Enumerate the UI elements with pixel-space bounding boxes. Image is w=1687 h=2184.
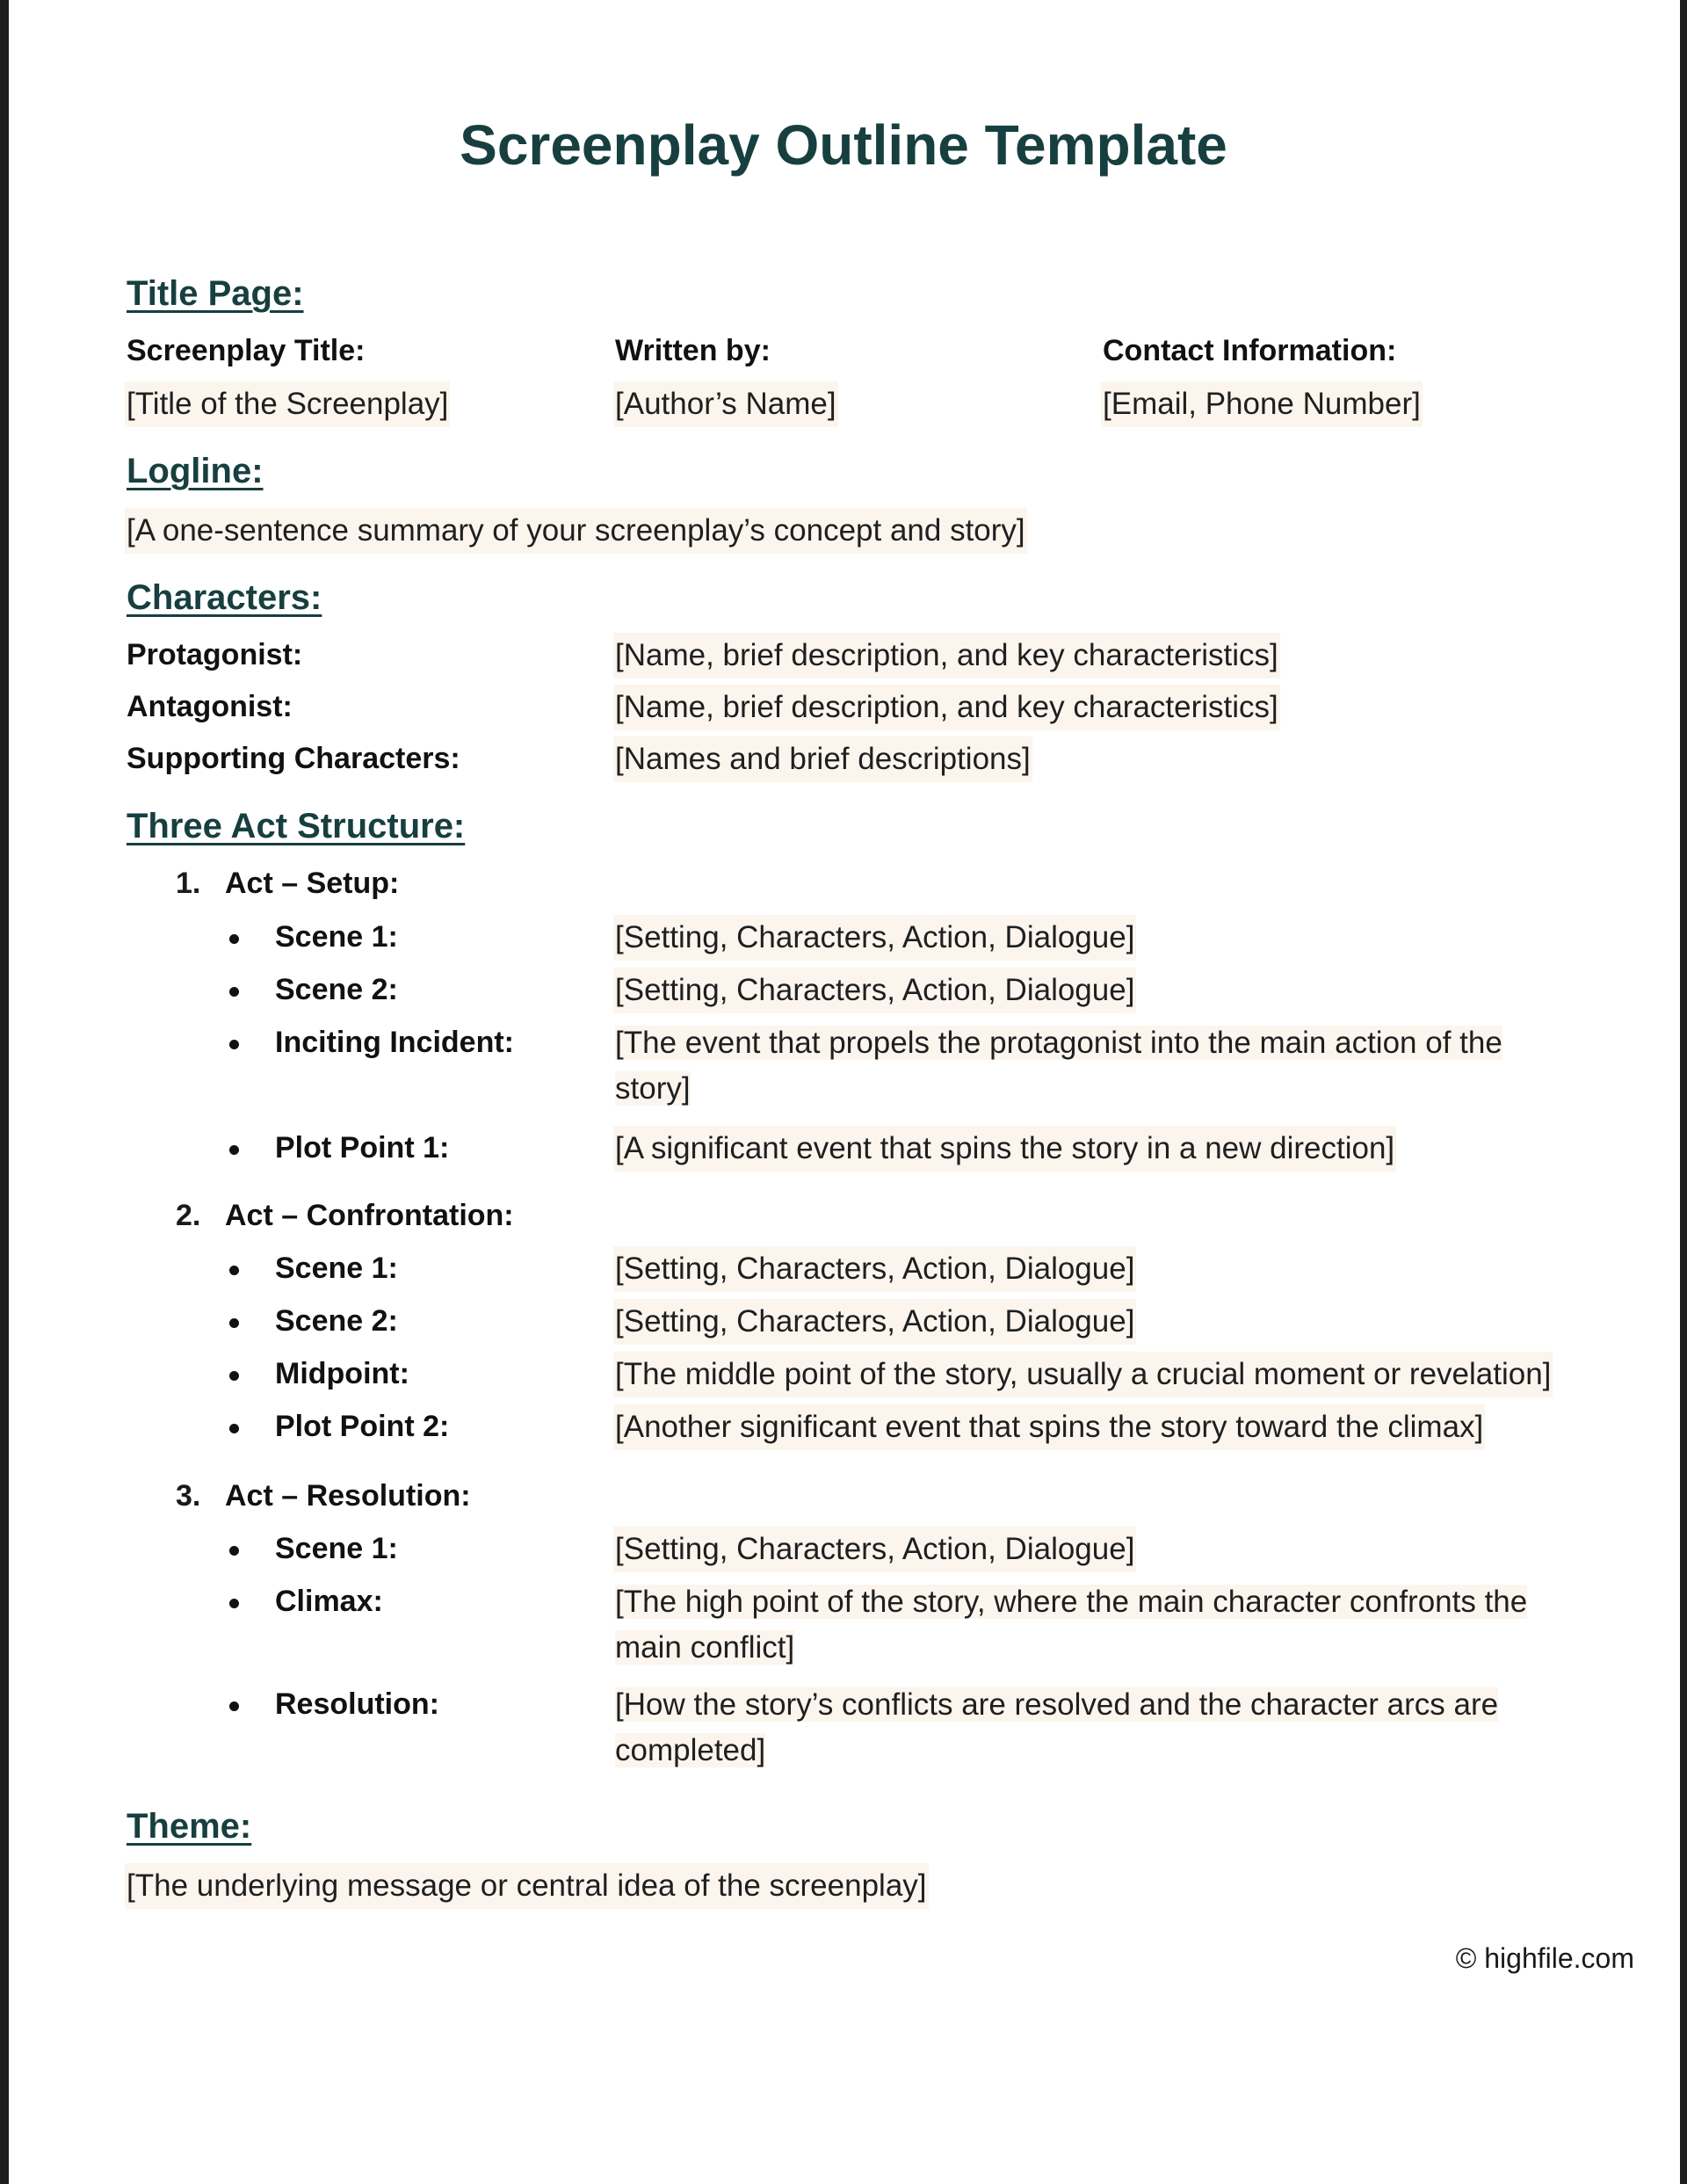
plot-point-2-field[interactable]: [Another significant event that spins the story toward the climax] [613, 1404, 1485, 1450]
act-1-scene-2-label: Scene 2: [275, 973, 398, 1006]
logline-field[interactable]: [A one-sentence summary of your screenplay’s concept and story] [125, 508, 1027, 554]
protagonist-field[interactable]: [Name, brief description, and key characteristics] [613, 633, 1280, 678]
bullet-icon [229, 1040, 239, 1049]
act-2-label: Act – Confrontation: [225, 1199, 514, 1232]
act-2-number: 2. [176, 1199, 201, 1232]
screenplay-title-field[interactable]: [Title of the Screenplay] [125, 381, 450, 427]
contact-info-label: Contact Information: [1103, 334, 1397, 367]
theme-heading: Theme: [127, 1807, 252, 1846]
inciting-incident-field[interactable] [613, 1020, 1539, 1112]
antagonist-label: Antagonist: [127, 690, 293, 723]
written-by-label: Written by: [615, 334, 771, 367]
page-edge-left [0, 0, 9, 2184]
midpoint-field[interactable]: [The middle point of the story, usually a crucial moment or revelation] [613, 1352, 1553, 1397]
climax-field[interactable] [613, 1579, 1539, 1671]
bullet-icon [229, 1599, 239, 1608]
footer-copyright: © highfile.com [1455, 1942, 1634, 1974]
inciting-incident-text: [The event that propels the protagonist into the main action of the story] [615, 1026, 1502, 1106]
plot-point-2-label: Plot Point 2: [275, 1410, 450, 1443]
bullet-icon [229, 1424, 239, 1433]
plot-point-1-label: Plot Point 1: [275, 1131, 450, 1165]
bullet-icon [229, 1546, 239, 1556]
resolution-text: [How the story’s conflicts are resolved and the character arcs are completed] [615, 1687, 1499, 1767]
act-1-label: Act – Setup: [225, 867, 400, 900]
act-3-label: Act – Resolution: [225, 1479, 471, 1513]
page-edge-right [1680, 0, 1687, 2184]
plot-point-1-field[interactable]: [A significant event that spins the story in a new direction] [613, 1126, 1396, 1172]
bullet-icon [229, 1371, 239, 1381]
bullet-icon [229, 1701, 239, 1711]
inciting-incident-label: Inciting Incident: [275, 1026, 514, 1059]
supporting-characters-label: Supporting Characters: [127, 742, 460, 775]
act-1-scene-1-field[interactable]: [Setting, Characters, Action, Dialogue] [613, 915, 1136, 961]
act-3-number: 3. [176, 1479, 201, 1513]
act-3-scene-1-field[interactable]: [Setting, Characters, Action, Dialogue] [613, 1527, 1136, 1572]
climax-label: Climax: [275, 1585, 383, 1618]
act-2-scene-2-field[interactable]: [Setting, Characters, Action, Dialogue] [613, 1299, 1136, 1345]
logline-heading: Logline: [127, 452, 264, 490]
act-3-scene-1-label: Scene 1: [275, 1532, 398, 1565]
act-2-scene-1-label: Scene 1: [275, 1252, 398, 1285]
resolution-label: Resolution: [275, 1687, 439, 1721]
act-2-scene-2-label: Scene 2: [275, 1304, 398, 1338]
supporting-characters-field[interactable]: [Names and brief descriptions] [613, 736, 1032, 782]
contact-info-field[interactable]: [Email, Phone Number] [1101, 381, 1423, 427]
bullet-icon [229, 1266, 239, 1275]
screenplay-title-label: Screenplay Title: [127, 334, 366, 367]
bullet-icon [229, 934, 239, 944]
theme-field[interactable]: [The underlying message or central idea of the screenplay] [125, 1863, 929, 1909]
resolution-field[interactable] [613, 1682, 1539, 1774]
bullet-icon [229, 1145, 239, 1155]
characters-heading: Characters: [127, 578, 322, 617]
three-act-structure-heading: Three Act Structure: [127, 807, 466, 845]
act-1-scene-2-field[interactable]: [Setting, Characters, Action, Dialogue] [613, 968, 1136, 1013]
document-title: Screenplay Outline Template [460, 113, 1227, 177]
author-name-field[interactable]: [Author’s Name] [613, 381, 838, 427]
bullet-icon [229, 987, 239, 997]
antagonist-field[interactable]: [Name, brief description, and key characteristics] [613, 685, 1280, 730]
act-1-number: 1. [176, 867, 201, 900]
climax-text: [The high point of the story, where the main character confronts the main conflict] [615, 1585, 1528, 1665]
act-2-scene-1-field[interactable]: [Setting, Characters, Action, Dialogue] [613, 1246, 1136, 1292]
title-page-heading: Title Page: [127, 274, 304, 313]
act-1-scene-1-label: Scene 1: [275, 920, 398, 954]
bullet-icon [229, 1318, 239, 1328]
midpoint-label: Midpoint: [275, 1357, 409, 1390]
protagonist-label: Protagonist: [127, 638, 303, 671]
